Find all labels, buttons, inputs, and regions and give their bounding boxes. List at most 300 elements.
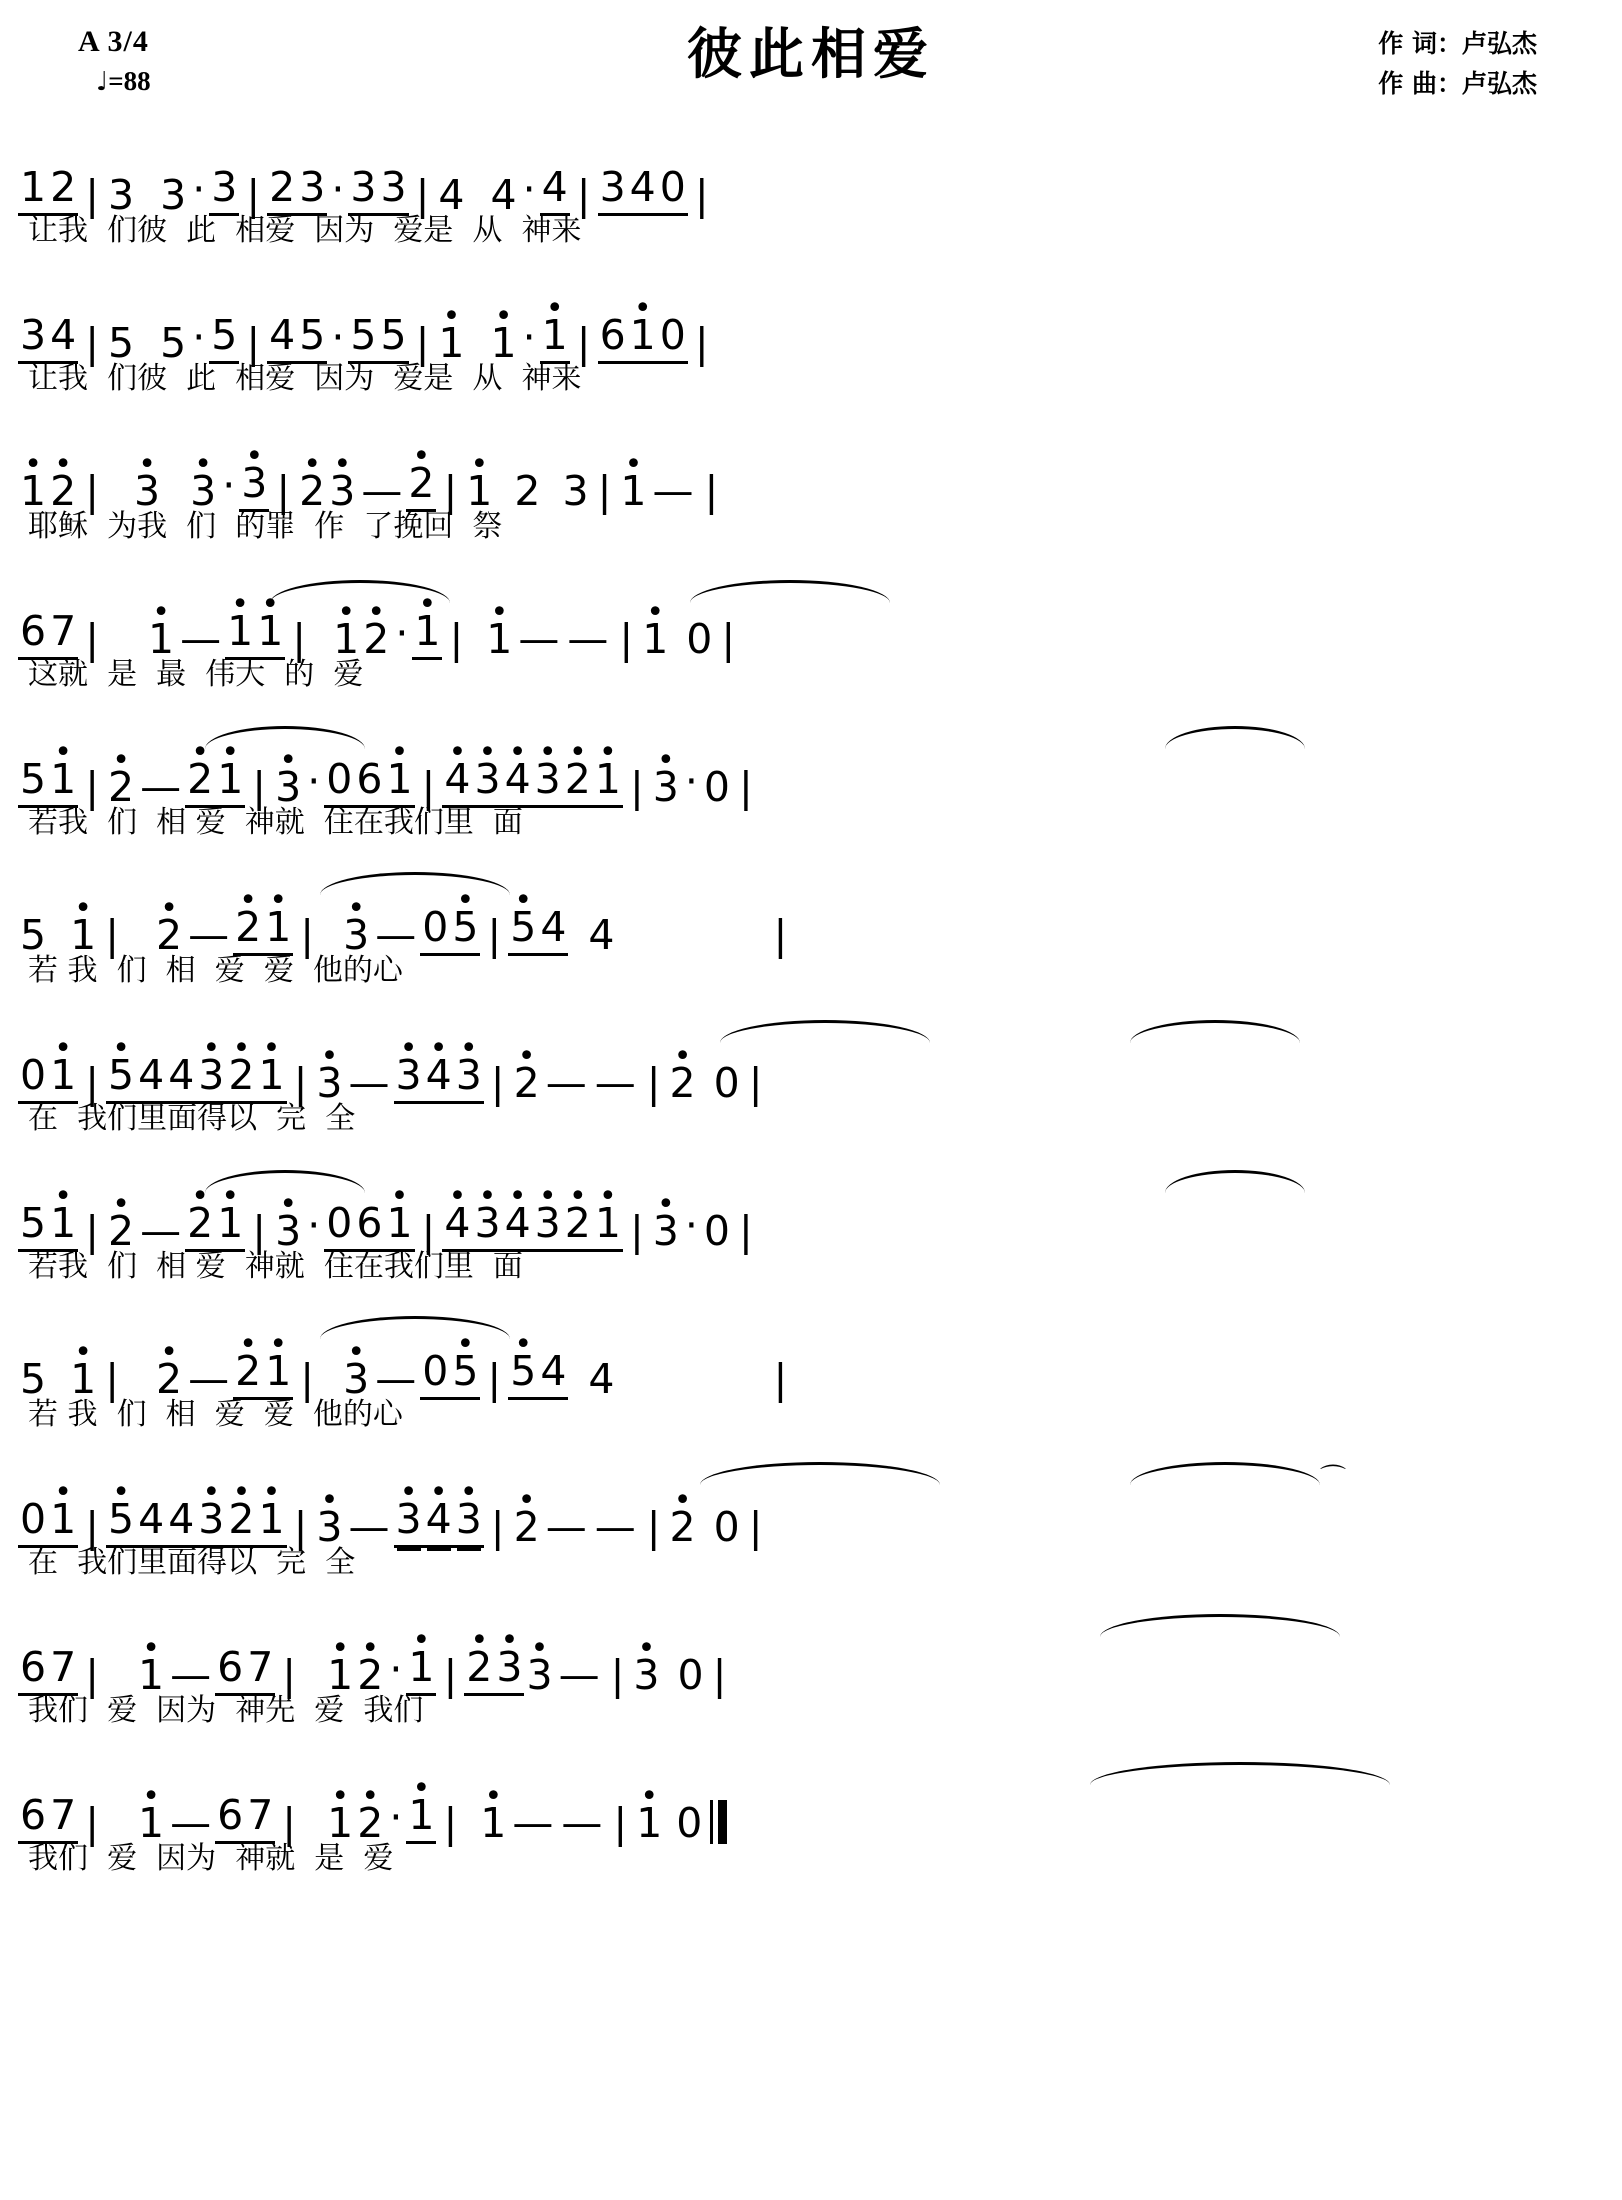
barline: | <box>85 1207 100 1255</box>
note: • 3 <box>454 1055 484 1104</box>
duration-dash: — <box>652 467 694 515</box>
note: 7 <box>48 611 78 660</box>
barline: | <box>300 911 315 959</box>
lyrics-row <box>18 1397 1562 1458</box>
barline: | <box>85 615 100 663</box>
note: • 1 <box>256 1055 286 1104</box>
barline: | <box>748 1059 763 1107</box>
note: 2 <box>48 167 78 216</box>
note: 4 <box>48 315 78 364</box>
note: • 3 <box>472 759 502 808</box>
barline: | <box>613 1799 628 1847</box>
note: 5 <box>18 759 48 808</box>
duration-dash: — <box>545 1059 587 1107</box>
system-4 <box>0 584 1622 718</box>
note: • 2 <box>226 1055 256 1104</box>
duration-dash: — <box>348 1503 390 1551</box>
note: • 2 <box>48 471 78 512</box>
note: 3 <box>562 467 589 515</box>
note: 4 <box>438 171 465 219</box>
notes-row <box>18 436 1562 515</box>
note: 5 <box>348 315 378 364</box>
barline: | <box>415 319 430 367</box>
note: 5 <box>108 319 135 367</box>
system-2 <box>0 288 1622 422</box>
barline: | <box>85 1059 100 1107</box>
barline: | <box>85 1503 100 1551</box>
note: • 3 <box>341 1359 371 1400</box>
note: • 3 <box>394 1499 424 1548</box>
note: • 3 <box>533 1203 563 1252</box>
barline: | <box>576 171 591 219</box>
barline: | <box>619 615 634 663</box>
augmentation-dot: · <box>192 313 206 361</box>
augmentation-dot: · <box>389 1645 403 1693</box>
lyric-line: 在 我们里面得以 完 全 <box>28 1101 356 1136</box>
note: 6 <box>354 1203 384 1252</box>
note: 5 <box>20 911 47 959</box>
barline: | <box>694 319 709 367</box>
note: • 1 <box>384 759 414 808</box>
note: • 2 <box>106 767 136 808</box>
note: • 1 <box>464 471 494 512</box>
notes-row <box>18 1768 1562 1847</box>
lyric-line: 若我 们 相 爱 神就 住在我们里 面 <box>28 1249 523 1284</box>
note: 5 <box>160 319 187 367</box>
barline: | <box>721 615 736 663</box>
barline: | <box>443 1799 458 1847</box>
note: • 1 <box>48 1499 78 1548</box>
duration-dash: — <box>594 1503 636 1551</box>
note: 6 <box>354 759 384 808</box>
lyric-line: 我们 爱 因为 神就 是 爱 <box>28 1841 394 1876</box>
notes-row <box>18 1176 1562 1255</box>
lyric-line: 我们 爱 因为 神先 爱 我们 <box>28 1693 424 1728</box>
lyric-line: 这就 是 最 伟大 的 爱 <box>28 657 364 692</box>
note: 4 <box>588 911 615 959</box>
note: • 1 <box>406 1647 436 1696</box>
lyric-line: 让我 们彼 此 相爱 因为 爱是 从 神来 <box>28 361 582 396</box>
note: • 2 <box>233 907 263 956</box>
barline: | <box>246 319 261 367</box>
note: • 5 <box>106 1499 136 1548</box>
note: • 4 <box>442 759 472 808</box>
duration-dash: — <box>558 1651 600 1699</box>
note: 6 <box>215 1647 245 1696</box>
note: 5 <box>209 315 239 364</box>
composer-credit: 作 曲：卢弘杰 <box>1378 69 1537 98</box>
system-3 <box>0 436 1622 570</box>
note: • 3 <box>454 1499 484 1548</box>
note: 0 <box>686 615 713 663</box>
note: 6 <box>18 1647 48 1696</box>
final-barline <box>710 1800 730 1844</box>
duration-dash: — <box>170 1651 212 1699</box>
notes-row <box>18 732 1562 811</box>
note: • 1 <box>146 619 176 660</box>
note: 4 <box>136 1055 166 1104</box>
note: 0 <box>324 1203 354 1252</box>
notes-row <box>18 140 1562 219</box>
note: • 2 <box>668 1507 698 1548</box>
note: • 4 <box>503 1203 533 1252</box>
note: 5 <box>18 1203 48 1252</box>
note: • 1 <box>331 619 361 660</box>
note: 4 <box>166 1055 196 1104</box>
note: • 5 <box>508 907 538 956</box>
barline: | <box>704 467 719 515</box>
note: • 2 <box>297 471 327 512</box>
barline: | <box>85 319 100 367</box>
note: 2 <box>267 167 297 216</box>
lyric-line: 在 我们里面得以 完 全 <box>28 1545 356 1580</box>
note: 0 <box>713 1059 740 1107</box>
note: • 2 <box>185 759 215 808</box>
note: 3 <box>379 167 409 216</box>
note: 3 <box>108 171 135 219</box>
notes-row <box>18 1028 1562 1107</box>
note: 4 <box>538 907 568 956</box>
augmentation-dot: · <box>307 757 321 805</box>
note: • 4 <box>424 1055 454 1104</box>
lyrics-row <box>18 509 1562 570</box>
lyrics-row <box>18 805 1562 866</box>
note: 5 <box>20 1355 47 1403</box>
system-9 <box>0 1324 1622 1458</box>
note: • 3 <box>132 471 162 512</box>
barline: | <box>246 171 261 219</box>
note: • 2 <box>361 619 391 660</box>
barline: | <box>449 615 464 663</box>
note: 0 <box>18 1499 48 1548</box>
duration-dash: — <box>348 1059 390 1107</box>
note: • 2 <box>106 1211 136 1252</box>
page-title: 彼此相爱 <box>686 22 935 86</box>
note: 7 <box>245 1795 275 1844</box>
notes-row <box>18 584 1562 663</box>
duration-dash: — <box>512 1799 554 1847</box>
note: • 5 <box>450 1351 480 1400</box>
note: • 3 <box>394 1055 424 1104</box>
note: • 2 <box>185 1203 215 1252</box>
note: • 1 <box>215 759 245 808</box>
note: 0 <box>658 167 688 216</box>
barline: | <box>712 1651 727 1699</box>
augmentation-dot: · <box>684 1201 698 1249</box>
barline: | <box>739 1207 753 1255</box>
augmentation-dot: · <box>395 609 409 657</box>
note: 4 <box>136 1499 166 1548</box>
note: • 1 <box>384 1203 414 1252</box>
note: • 3 <box>494 1647 524 1696</box>
note: • 1 <box>256 1499 286 1548</box>
note: • 3 <box>327 471 357 512</box>
note: • 1 <box>263 907 293 956</box>
barline: | <box>629 763 644 811</box>
augmentation-dot: · <box>222 461 236 509</box>
note: 3 <box>209 167 239 216</box>
duration-dash: — <box>567 615 609 663</box>
note: • 1 <box>489 323 519 364</box>
duration-dash: — <box>361 467 403 515</box>
system-5 <box>0 732 1622 866</box>
duration-dash: — <box>375 911 417 959</box>
lyrics-row <box>18 1249 1562 1310</box>
augmentation-dot: · <box>684 757 698 805</box>
note: • 1 <box>484 619 514 660</box>
note: 0 <box>420 907 450 956</box>
note: • 1 <box>68 1359 98 1400</box>
note: 0 <box>420 1351 450 1400</box>
barline: | <box>694 171 709 219</box>
duration-dash: — <box>561 1799 603 1847</box>
augmentation-dot: · <box>389 1793 403 1841</box>
note: 3 <box>160 171 187 219</box>
note: • 2 <box>512 1063 542 1104</box>
note: • 1 <box>628 315 658 364</box>
barline: | <box>276 467 291 515</box>
barline: | <box>252 763 267 811</box>
system-8 <box>0 1176 1622 1310</box>
note: • 5 <box>450 907 480 956</box>
barline: | <box>282 1651 297 1699</box>
note: • 2 <box>406 463 436 512</box>
note: • 3 <box>472 1203 502 1252</box>
note: • 1 <box>263 1351 293 1400</box>
note: • 3 <box>196 1055 226 1104</box>
barline: | <box>443 467 458 515</box>
note: • 4 <box>424 1499 454 1548</box>
barline: | <box>576 319 591 367</box>
system-10 <box>0 1464 1622 1606</box>
barline: | <box>85 763 100 811</box>
note: 2 <box>514 467 541 515</box>
duration-dash: — <box>375 1355 417 1403</box>
lyric-line: 若 我 们 相 爱 爱 他的心 <box>28 1397 403 1432</box>
note: • 3 <box>239 463 269 512</box>
note: 3 <box>598 167 628 216</box>
barline: | <box>292 615 307 663</box>
note: • 1 <box>325 1655 355 1696</box>
barline: | <box>739 763 753 811</box>
note: • 1 <box>48 1203 78 1252</box>
note: 4 <box>540 167 570 216</box>
lyricist-credit: 作 词：卢弘杰 <box>1378 29 1537 58</box>
augmentation-dot: · <box>192 165 206 213</box>
note: • 3 <box>524 1655 554 1696</box>
note: • 1 <box>68 915 98 956</box>
note: 0 <box>713 1503 740 1551</box>
duration-dash: — <box>188 1355 230 1403</box>
note: 3 <box>18 315 48 364</box>
notes-row <box>18 880 1562 959</box>
barline: | <box>415 171 430 219</box>
lyrics-row <box>18 953 1562 1014</box>
note: • 4 <box>503 759 533 808</box>
duration-dash: — <box>140 1207 182 1255</box>
system-1 <box>0 140 1622 274</box>
note: • 2 <box>154 1359 184 1400</box>
note: • 2 <box>563 759 593 808</box>
note: 7 <box>245 1647 275 1696</box>
note: 0 <box>677 1651 704 1699</box>
note: • 2 <box>226 1499 256 1548</box>
notes-row <box>18 1620 1562 1699</box>
note: • 1 <box>640 619 670 660</box>
duration-dash: — <box>518 615 560 663</box>
lyrics-row <box>18 1841 1562 1902</box>
note: 1 <box>18 167 48 216</box>
barline: | <box>443 1651 458 1699</box>
duration-dash: — <box>188 911 230 959</box>
note: • 1 <box>48 759 78 808</box>
lyrics-row <box>18 1545 1562 1606</box>
duration-dash: — <box>170 1799 212 1847</box>
barline: | <box>85 171 100 219</box>
lyrics-row <box>18 1101 1562 1162</box>
note: • 5 <box>508 1351 538 1400</box>
note: 0 <box>703 1207 730 1255</box>
barline: | <box>490 1503 505 1551</box>
note: 4 <box>166 1499 196 1548</box>
note: • 2 <box>233 1351 263 1400</box>
lyrics-row <box>18 361 1562 422</box>
note: • 1 <box>593 759 623 808</box>
barline: | <box>85 1651 100 1699</box>
duration-dash: — <box>545 1503 587 1551</box>
barline: | <box>748 1503 763 1551</box>
barline: | <box>105 1355 120 1403</box>
note: 4 <box>628 167 658 216</box>
lyric-line: 若 我 们 相 爱 爱 他的心 <box>28 953 403 988</box>
note: 0 <box>676 1799 703 1847</box>
barline: | <box>597 467 612 515</box>
note: • 3 <box>314 1063 344 1104</box>
barline: | <box>487 1355 502 1403</box>
note: • 1 <box>634 1803 664 1844</box>
note: • 3 <box>533 759 563 808</box>
note: 0 <box>324 759 354 808</box>
note: • 3 <box>273 1211 303 1252</box>
lyric-line: 耶稣 为我 们 的罪 作 了挽回 祭 <box>28 509 503 544</box>
note: 0 <box>658 315 688 364</box>
barline: | <box>646 1503 661 1551</box>
note: • 1 <box>412 611 442 660</box>
note: • 3 <box>196 1499 226 1548</box>
note: • 2 <box>355 1803 385 1844</box>
note: • 1 <box>406 1795 436 1844</box>
note: 4 <box>588 1355 615 1403</box>
note: • 1 <box>540 315 570 364</box>
note: 5 <box>379 315 409 364</box>
tempo-value: =88 <box>108 65 151 96</box>
duration-dash: — <box>140 763 182 811</box>
note: 6 <box>598 315 628 364</box>
note: • 1 <box>325 1803 355 1844</box>
note: 6 <box>215 1795 245 1844</box>
augmentation-dot: · <box>307 1201 321 1249</box>
note: • 1 <box>136 1803 166 1844</box>
note: • 3 <box>651 767 681 808</box>
barline: | <box>646 1059 661 1107</box>
barline: | <box>773 1355 788 1403</box>
note: 6 <box>18 611 48 660</box>
note: • 4 <box>442 1203 472 1252</box>
lyric-line: 若我 们 相 爱 神就 住在我们里 面 <box>28 805 523 840</box>
note: • 1 <box>18 471 48 512</box>
note: • 3 <box>631 1655 661 1696</box>
note: 3 <box>348 167 378 216</box>
lyric-line: 让我 们彼 此 相爱 因为 爱是 从 神来 <box>28 213 582 248</box>
note: 4 <box>267 315 297 364</box>
system-12 <box>0 1768 1622 1902</box>
key-signature: A 3/4 <box>78 25 149 58</box>
note: • 1 <box>436 323 466 364</box>
barline: | <box>773 911 788 959</box>
note: • 3 <box>188 471 218 512</box>
note: 3 <box>297 167 327 216</box>
note: • 1 <box>478 1803 508 1844</box>
note: • 1 <box>225 611 255 660</box>
note: • 1 <box>593 1203 623 1252</box>
note: 6 <box>18 1795 48 1844</box>
note: • 3 <box>341 915 371 956</box>
barline: | <box>490 1059 505 1107</box>
duration-dash: — <box>594 1059 636 1107</box>
system-6 <box>0 880 1622 1014</box>
lyrics-row <box>18 213 1562 274</box>
barline: | <box>293 1059 308 1107</box>
notes-row <box>18 288 1562 367</box>
lyrics-row <box>18 657 1562 718</box>
credits-block <box>1378 24 1537 104</box>
augmentation-dot: · <box>522 165 536 213</box>
quarter-note-icon: ♩ <box>96 66 109 97</box>
note: 7 <box>48 1647 78 1696</box>
note: • 2 <box>668 1063 698 1104</box>
barline: | <box>487 911 502 959</box>
system-11 <box>0 1620 1622 1754</box>
barline: | <box>629 1207 644 1255</box>
note: 0 <box>18 1055 48 1104</box>
barline: | <box>105 911 120 959</box>
note: 5 <box>297 315 327 364</box>
notes-row <box>18 1324 1562 1403</box>
duration-dash: — <box>180 615 222 663</box>
note: • 2 <box>563 1203 593 1252</box>
barline: | <box>610 1651 625 1699</box>
barline: | <box>282 1799 297 1847</box>
note: 4 <box>538 1351 568 1400</box>
note: • 2 <box>512 1507 542 1548</box>
barline: | <box>421 1207 436 1255</box>
lyrics-row <box>18 1693 1562 1754</box>
barline: | <box>85 467 100 515</box>
note: • 5 <box>106 1055 136 1104</box>
augmentation-dot: · <box>331 313 345 361</box>
note: • 1 <box>48 1055 78 1104</box>
note: • 3 <box>273 767 303 808</box>
barline: | <box>252 1207 267 1255</box>
barline: | <box>85 1799 100 1847</box>
note: • 2 <box>154 915 184 956</box>
note: • 3 <box>314 1507 344 1548</box>
augmentation-dot: · <box>331 165 345 213</box>
note: • 1 <box>255 611 285 660</box>
note: • 2 <box>355 1655 385 1696</box>
note: 7 <box>48 1795 78 1844</box>
barline: | <box>300 1355 315 1403</box>
